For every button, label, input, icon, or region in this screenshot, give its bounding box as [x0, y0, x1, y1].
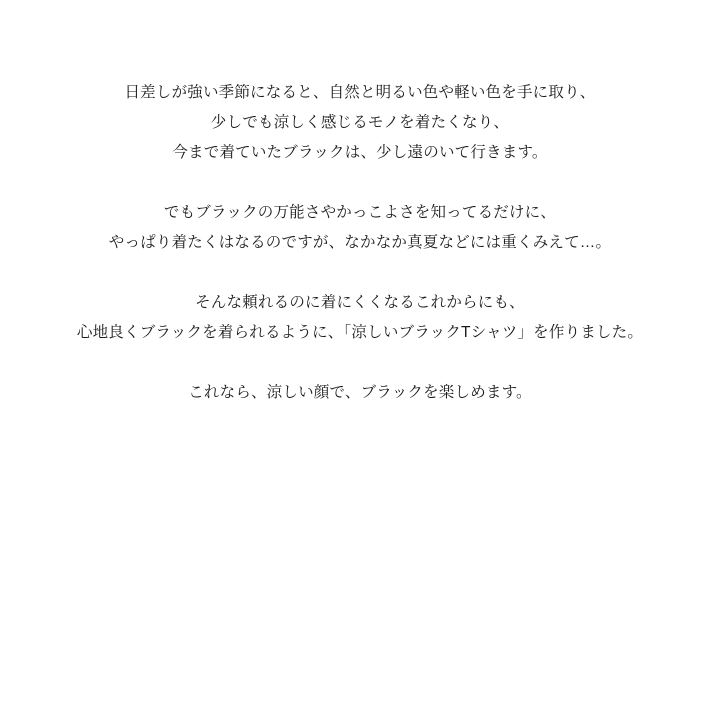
text-line: でもブラックの万能さやかっこよさを知ってるだけに、 — [163, 204, 557, 221]
text-line: これなら、涼しい顔で、ブラックを楽しめます。 — [188, 384, 532, 401]
paragraph-intro — [40, 78, 680, 168]
text-line: 少しでも涼しく感じるモノを着たくなり、 — [210, 114, 510, 131]
text-line: 心地良くブラックを着られるように、「涼しいブラックTシャツ」を作りました。 — [76, 324, 644, 341]
text-line: 今まで着ていたブラックは、少し遠のいて行きます。 — [172, 144, 548, 161]
paragraph-however — [40, 198, 680, 258]
paragraph-solution — [40, 288, 680, 348]
text-line: 日差しが強い季節になると、自然と明るい色や軽い色を手に取り、 — [124, 84, 596, 101]
text-line: そんな頼れるのに着にくくなるこれからにも、 — [195, 294, 525, 311]
paragraph-closing — [40, 378, 680, 408]
text-line: やっぱり着たくはなるのですが、なかなか真夏などには重くみえて…。 — [108, 234, 612, 251]
